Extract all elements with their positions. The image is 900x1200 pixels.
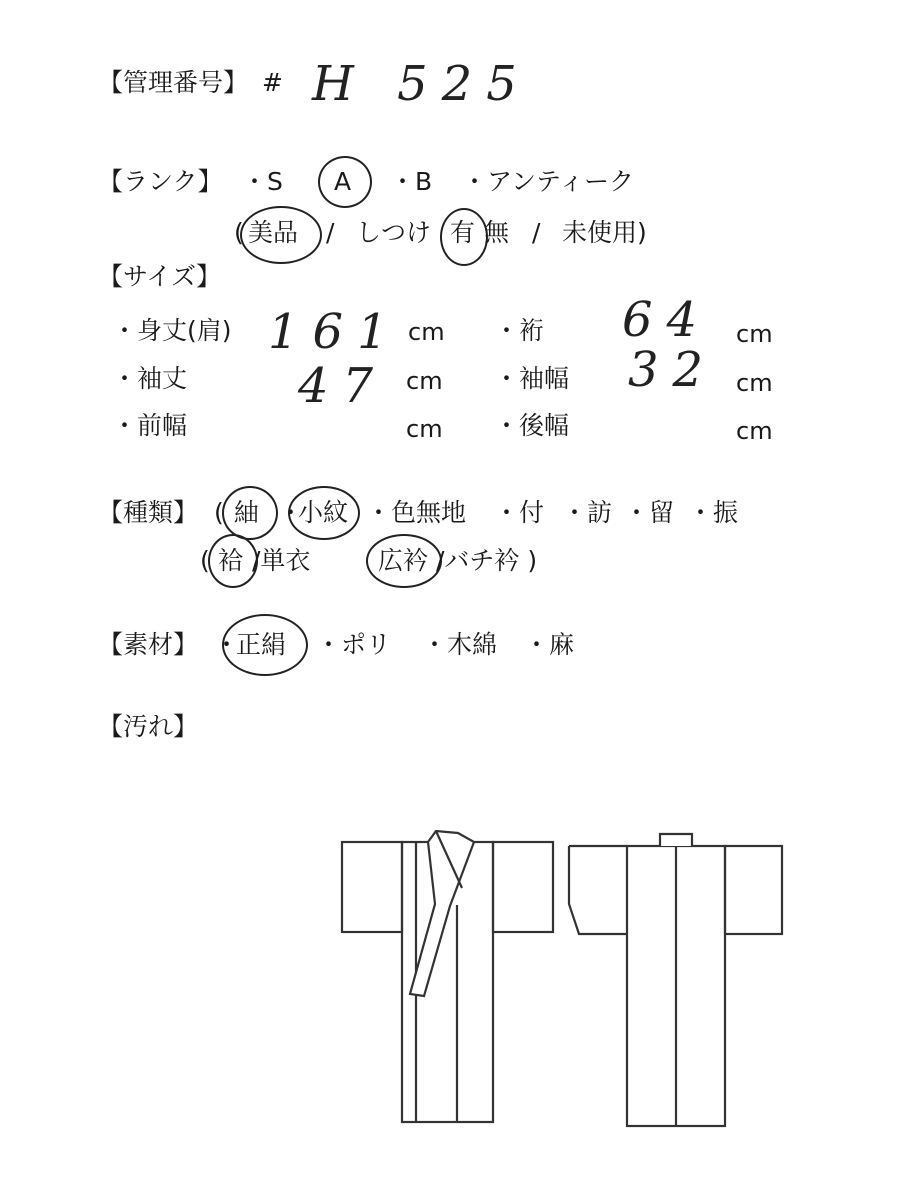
kimono-front-icon bbox=[342, 831, 553, 1122]
kimono-back-icon bbox=[569, 834, 782, 1126]
back-left-sleeve bbox=[569, 846, 627, 934]
size-sodehaba-unit: cm bbox=[736, 369, 773, 397]
type-hiroeri: 広衿 bbox=[378, 546, 429, 575]
rank-sub-yes: 有 bbox=[450, 218, 476, 247]
back-right-sleeve bbox=[725, 846, 782, 934]
rank-option-a: A bbox=[334, 167, 352, 196]
type-iromuji: ・色無地 bbox=[366, 498, 467, 527]
material-shoken: 正絹 bbox=[236, 630, 287, 659]
type-awase: 袷 bbox=[218, 546, 244, 575]
type-houmon: ・訪 bbox=[562, 498, 613, 527]
size-maehaba-unit: cm bbox=[406, 415, 443, 443]
rank-sub-shitsuke: しつけ bbox=[356, 218, 432, 247]
size-sodetake-unit: cm bbox=[406, 367, 443, 395]
rank-sub-open: ( bbox=[234, 218, 244, 247]
material-label: 【素材】 bbox=[98, 630, 199, 659]
size-ushirohaba-unit: cm bbox=[736, 417, 773, 445]
size-sodetake-label: ・袖丈 bbox=[112, 364, 188, 393]
back-collar bbox=[660, 834, 692, 846]
type-dot: ・ bbox=[278, 498, 304, 527]
material-poly: ・ポリ bbox=[316, 630, 392, 659]
rank-sub-slash-1: / bbox=[326, 218, 335, 247]
mgmt-label: 【管理番号】 bbox=[98, 68, 249, 97]
front-right-sleeve bbox=[493, 842, 553, 932]
rank-label: 【ランク】 bbox=[98, 167, 223, 196]
size-mitake-label: ・身丈(肩) bbox=[112, 316, 232, 345]
type-hitoe: /単衣 bbox=[252, 546, 311, 575]
type-komon: 小紋 bbox=[298, 498, 349, 527]
size-mitake-value: 161 bbox=[268, 304, 402, 360]
size-label: 【サイズ】 bbox=[98, 262, 222, 291]
type-open-2: ( bbox=[200, 546, 210, 575]
front-collar bbox=[410, 831, 474, 996]
mgmt-number: H 525 bbox=[312, 56, 531, 112]
type-tome: ・留 bbox=[624, 498, 675, 527]
rank-sub-no: 無 bbox=[484, 218, 510, 247]
type-label: 【種類】 bbox=[98, 498, 199, 527]
material-cotton: ・木綿 bbox=[422, 630, 498, 659]
mgmt-hash: # bbox=[262, 68, 283, 97]
size-yuki-value: 64 bbox=[622, 292, 712, 348]
type-open: ( bbox=[214, 498, 224, 527]
size-ushirohaba-label: ・後幅 bbox=[494, 411, 570, 440]
type-bachieri: /バチ衿 ) bbox=[436, 546, 538, 575]
rank-sub-bihin: 美品 bbox=[248, 218, 299, 247]
size-sodetake-value: 47 bbox=[298, 358, 388, 414]
rank-option-b: ・B bbox=[390, 167, 433, 196]
size-mitake-unit: cm bbox=[408, 318, 445, 346]
material-dot: ・ bbox=[214, 630, 240, 659]
size-sodehaba-label: ・袖幅 bbox=[494, 364, 570, 393]
rank-option-s: ・S bbox=[242, 167, 283, 196]
size-maehaba-label: ・前幅 bbox=[112, 411, 188, 440]
material-linen: ・麻 bbox=[524, 630, 575, 659]
rank-option-antique: ・アンティーク bbox=[462, 167, 635, 196]
type-tsumugi: 紬 bbox=[234, 498, 260, 527]
size-yuki-unit: cm bbox=[736, 320, 773, 348]
rank-sub-unused: 未使用) bbox=[562, 218, 647, 247]
size-sodehaba-value: 32 bbox=[628, 342, 718, 398]
type-tsuke: ・付 bbox=[494, 498, 545, 527]
front-left-sleeve bbox=[342, 842, 402, 932]
stain-label: 【汚れ】 bbox=[98, 712, 199, 741]
type-furi: ・振 bbox=[688, 498, 739, 527]
rank-sub-slash-2: / bbox=[532, 218, 541, 247]
size-yuki-label: ・裄 bbox=[494, 316, 545, 345]
